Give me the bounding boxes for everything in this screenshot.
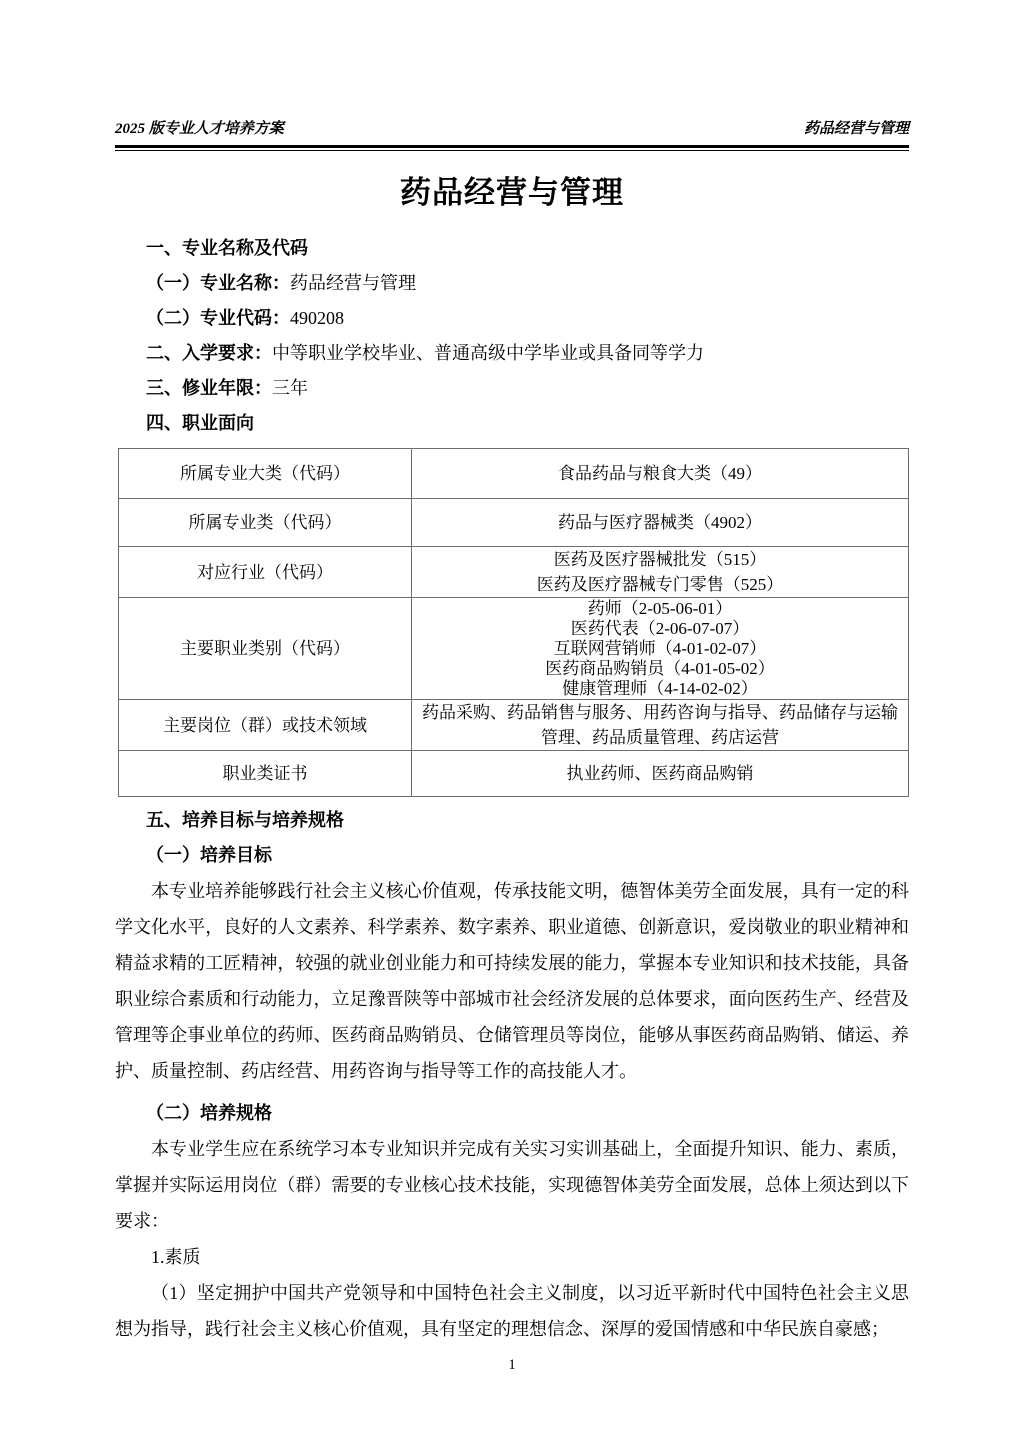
training-goal-paragraph: 本专业培养能够践行社会主义核心价值观，传承技能文明，德智体美劳全面发展，具有一定的科学文化水平，良好的人文素养、科学素养、数字素养、职业道德、创新意识，爱岗敬业的职业精神和精益求精的工匠精神，较强的就业创业能力和可持续发展的能力，掌握本专业知识和技术技能，具备职业综合素质和行动能力，立足豫晋陕等中部城市社会经济发展的总体要求，面向医药生产、经营及管理等企事业单位的药师、医药商品购销员、仓储管理员等岗位，能够从事医药商品购销、储运、养护、质量控制、药店经营、用药咨询与指导等工作的高技能人才。 (115, 881, 909, 1081)
item-label: 三、修业年限： (146, 378, 272, 398)
page-number: 1 (508, 1357, 516, 1373)
list-item (115, 238, 909, 259)
quality-number-line: 1.素质 (151, 1247, 201, 1267)
item-label: （一）专业名称： (146, 273, 290, 293)
cell-line: 医药商品购销员（4-01-05-02） (545, 658, 775, 678)
cell-line: 药品采购、药品销售与服务、用药咨询与指导、药品储存与运输 (422, 703, 898, 722)
table-row (119, 499, 909, 547)
cell-line: 药品与医疗器械类（4902） (558, 513, 762, 532)
header-right-text: 药品经营与管理 (803, 121, 909, 137)
quality-item-1-paragraph: （1）坚定拥护中国共产党领导和中国特色社会主义制度，以习近平新时代中国特色社会主义思想为指导，践行社会主义核心价值观，具有坚定的理想信念、深厚的爱国情感和中华民族自豪感； (115, 1283, 909, 1339)
list-item (115, 308, 909, 329)
item-label: （二）专业代码： (146, 308, 290, 328)
list-item (115, 413, 909, 434)
table-cell-value (412, 449, 909, 499)
cell-line: 药师（2-05-06-01） (587, 598, 733, 618)
list-item (115, 343, 909, 364)
occupation-table (118, 448, 909, 797)
table-row (119, 598, 909, 700)
table-cell-value (412, 751, 909, 797)
training-spec-paragraph: 本专业学生应在系统学习本专业知识并完成有关实习实训基础上，全面提升知识、能力、素质，掌握并实际运用岗位（群）需要的专业核心技术技能，实现德智体美劳全面发展，总体上须达到以下要求： (115, 1139, 909, 1231)
cell-line: 互联网营销师（4-01-02-07） (553, 638, 767, 658)
table-cell-value (412, 700, 909, 751)
section-heading-5: 五、培养目标与培养规格 (146, 810, 344, 830)
cell-line: 医药及医疗器械批发（515） (553, 550, 767, 569)
cell-line: 执业药师、医药商品购销 (566, 764, 754, 783)
table-cell-value (412, 547, 909, 598)
table-row (119, 700, 909, 751)
list-item (115, 273, 909, 294)
cell-line: 食品药品与粮食大类（49） (558, 464, 762, 483)
item-value: 中等职业学校毕业、普通高级中学毕业或具备同等学力 (272, 343, 704, 363)
table-row (119, 547, 909, 598)
subsection-heading-5-2: （二）培养规格 (146, 1103, 272, 1123)
table-cell-label: 主要岗位（群）或技术领域 (119, 700, 412, 751)
cell-line: 健康管理师（4-14-02-02） (562, 678, 758, 698)
table-cell-value (412, 499, 909, 547)
item-value: 药品经营与管理 (290, 273, 416, 293)
item-label: 一、专业名称及代码 (146, 238, 308, 258)
table-cell-label: 所属专业大类（代码） (119, 449, 412, 499)
table-cell-value (412, 598, 909, 700)
table-cell-label: 对应行业（代码） (119, 547, 412, 598)
header-left-text: 2025 版专业人才培养方案 (115, 121, 284, 137)
table-cell-label: 所属专业类（代码） (119, 499, 412, 547)
item-label: 二、入学要求： (146, 343, 272, 363)
header-divider-rule (115, 145, 909, 151)
table-row (119, 751, 909, 797)
subsection-heading-5-1: （一）培养目标 (146, 845, 272, 865)
page-header (115, 0, 909, 151)
front-matter-list (115, 238, 909, 434)
item-value: 490208 (290, 308, 344, 328)
table-cell-label: 职业类证书 (119, 751, 412, 797)
list-item (115, 378, 909, 399)
table-cell-label: 主要职业类别（代码） (119, 598, 412, 700)
cell-line: 医药及医疗器械专门零售（525） (536, 575, 784, 594)
page-title: 药品经营与管理 (400, 175, 624, 210)
cell-line: 管理、药品质量管理、药店运营 (541, 728, 779, 747)
item-value: 三年 (272, 378, 308, 398)
cell-line: 医药代表（2-06-07-07） (570, 618, 750, 638)
table-row (119, 449, 909, 499)
item-label: 四、职业面向 (146, 413, 254, 433)
